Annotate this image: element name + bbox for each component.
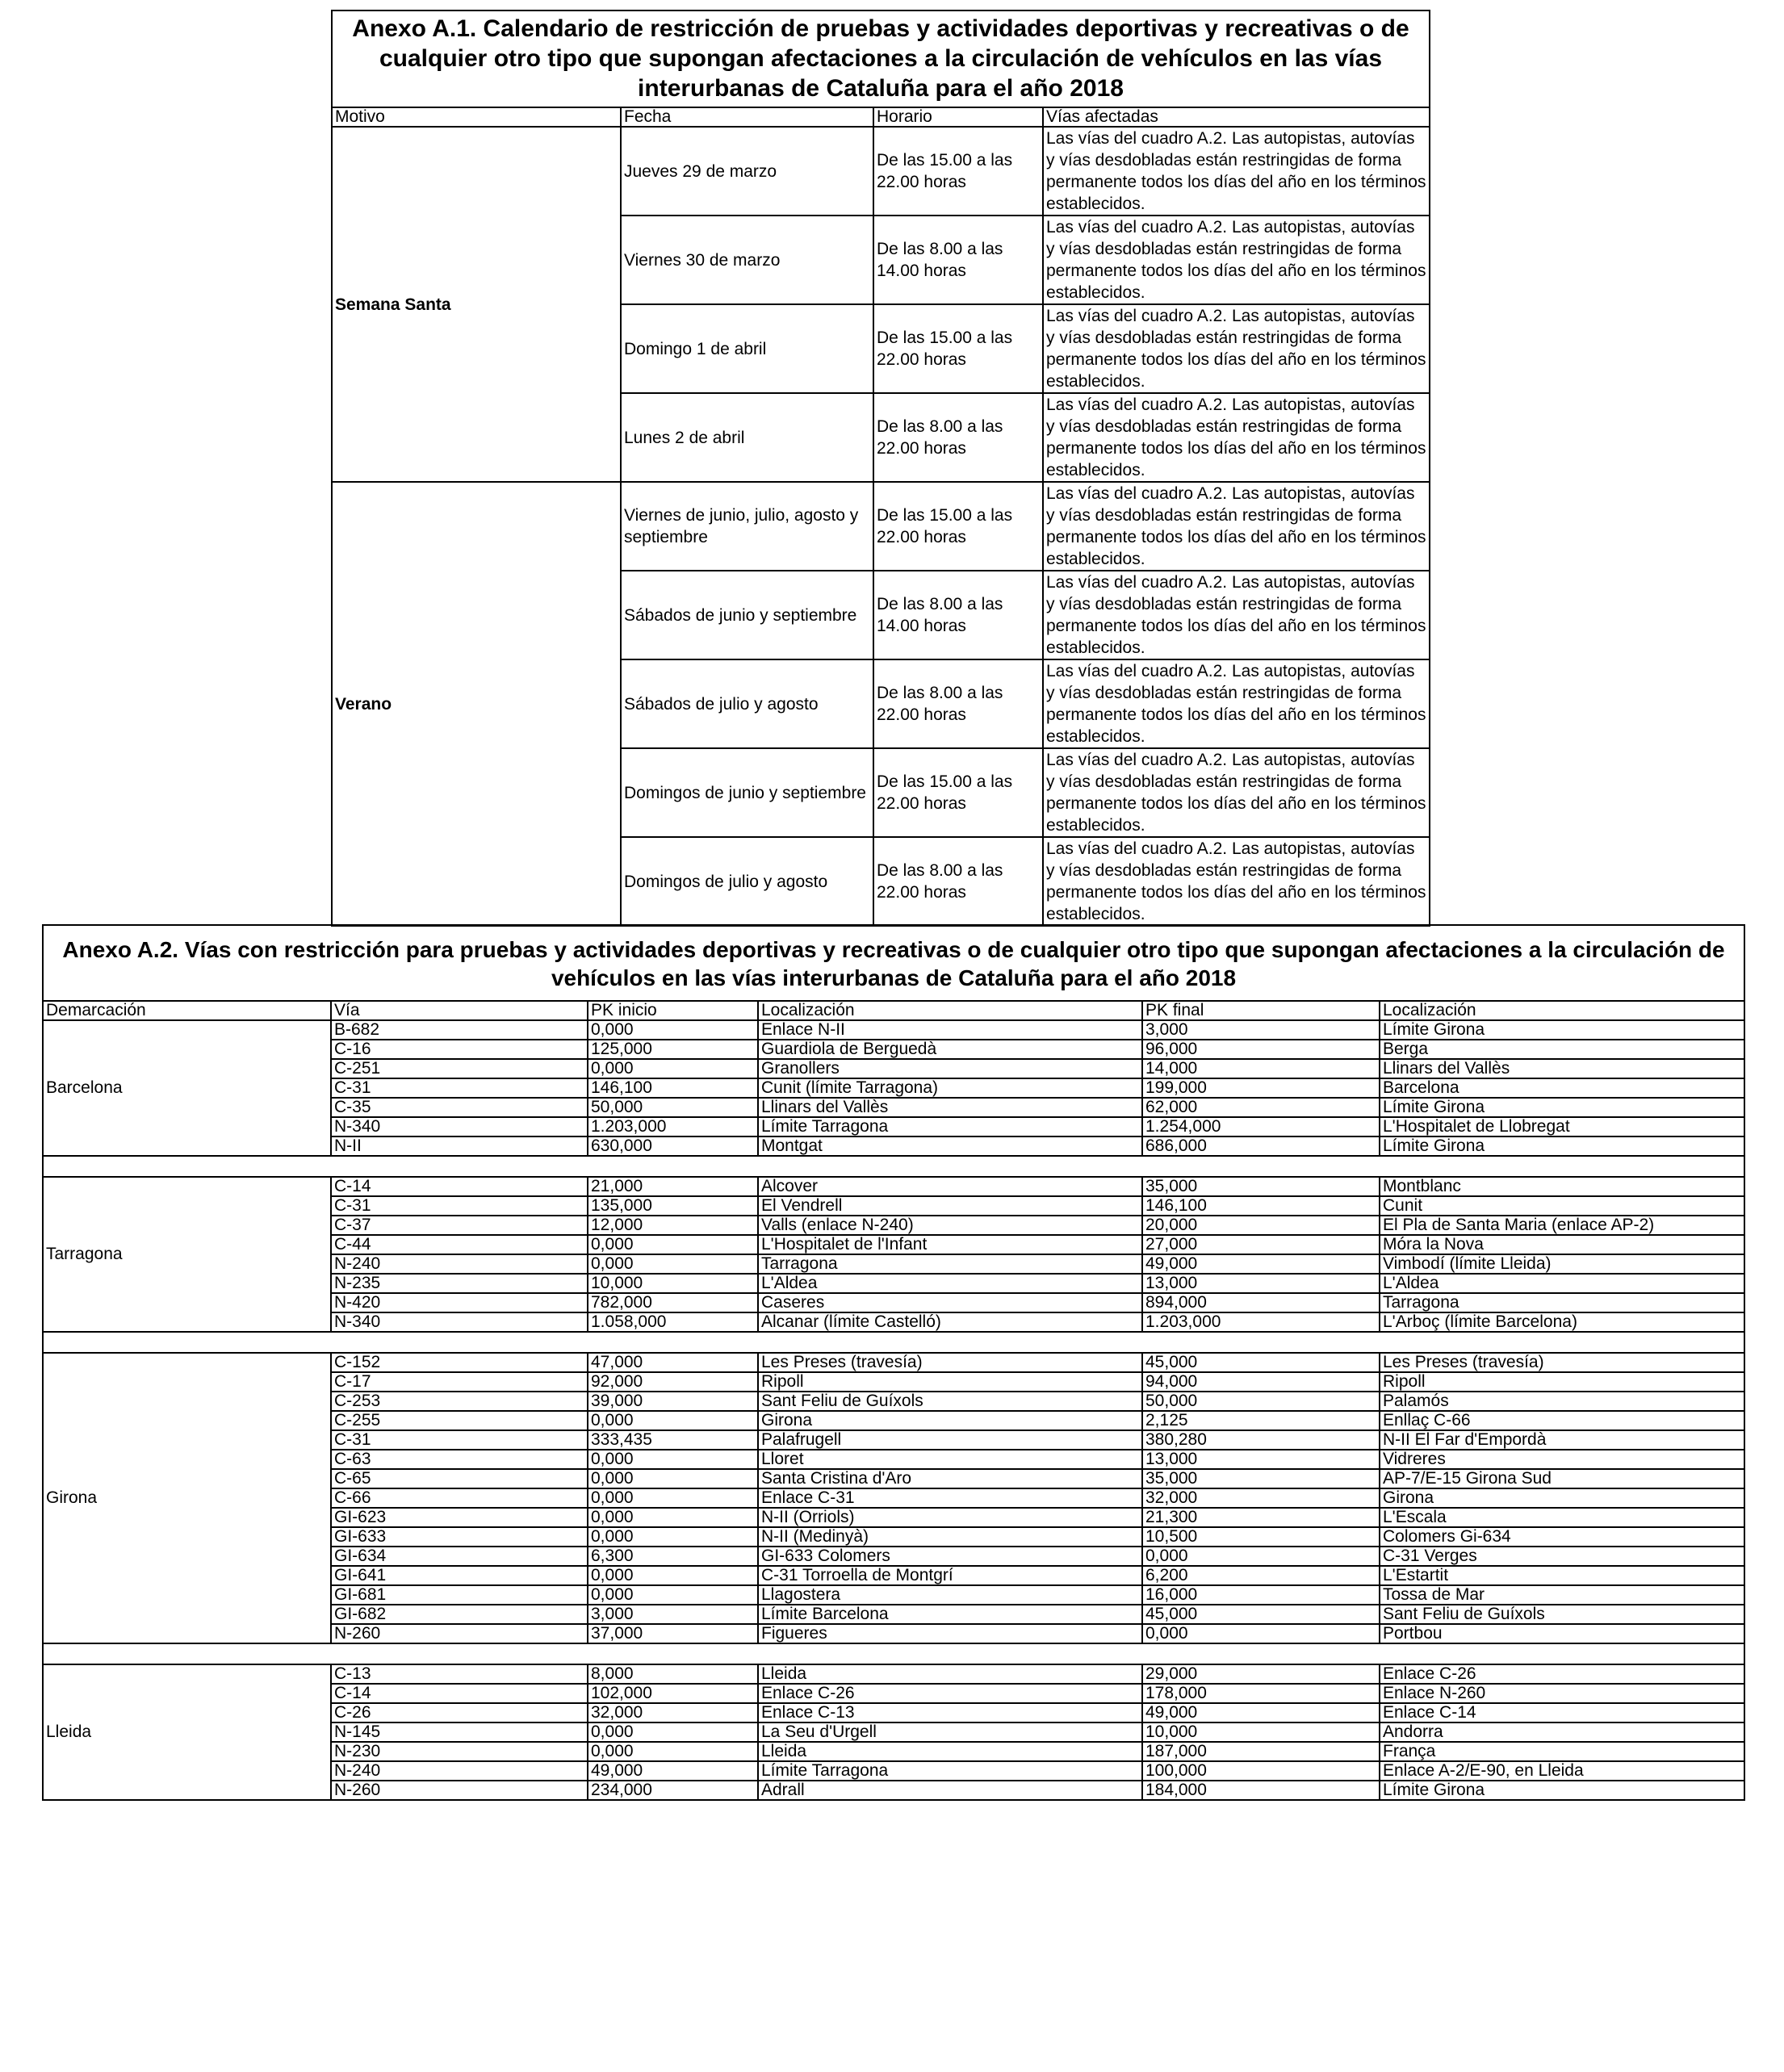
via-cell: N-260 — [331, 1781, 588, 1800]
vias-afectadas-cell: Las vías del cuadro A.2. Las autopistas, autovías y vías desdobladas están restringidas de forma permanente todos los días del año en los términos establecidos. — [1043, 837, 1430, 926]
localizacion-inicio-cell: Tarragona — [758, 1254, 1142, 1274]
pk-inicio-cell: 0,000 — [588, 1585, 758, 1605]
fecha-cell: Lunes 2 de abril — [621, 393, 873, 482]
pk-inicio-cell: 3,000 — [588, 1605, 758, 1624]
annex-a2-row — [43, 1353, 1744, 1372]
demarcacion-cell: Girona — [43, 1353, 331, 1643]
localizacion-final-cell: Límite Girona — [1380, 1781, 1744, 1800]
localizacion-final-cell: Llinars del Vallès — [1380, 1059, 1744, 1078]
pk-final-cell: 3,000 — [1142, 1020, 1380, 1040]
localizacion-inicio-cell: Enlace C-13 — [758, 1703, 1142, 1722]
pk-final-cell: 1.203,000 — [1142, 1312, 1380, 1332]
vias-afectadas-cell: Las vías del cuadro A.2. Las autopistas, autovías y vías desdobladas están restringidas de forma permanente todos los días del año en los términos establecidos. — [1043, 482, 1430, 571]
pk-inicio-cell: 21,000 — [588, 1177, 758, 1196]
header-motivo: Motivo — [332, 107, 621, 127]
pk-final-cell: 187,000 — [1142, 1742, 1380, 1761]
via-cell: N-340 — [331, 1312, 588, 1332]
group-separator-row — [43, 1332, 1744, 1353]
separator-cell — [43, 1332, 1744, 1353]
localizacion-final-cell: L'Arboç (límite Barcelona) — [1380, 1312, 1744, 1332]
via-cell: N-240 — [331, 1761, 588, 1781]
localizacion-inicio-cell: Límite Tarragona — [758, 1117, 1142, 1136]
localizacion-inicio-cell: L'Hospitalet de l'Infant — [758, 1235, 1142, 1254]
localizacion-final-cell: Enlace N-260 — [1380, 1684, 1744, 1703]
via-cell: N-260 — [331, 1624, 588, 1643]
pk-final-cell: 27,000 — [1142, 1235, 1380, 1254]
horario-cell: De las 8.00 a las 14.00 horas — [873, 571, 1043, 659]
pk-inicio-cell: 92,000 — [588, 1372, 758, 1392]
via-cell: GI-634 — [331, 1547, 588, 1566]
pk-final-cell: 21,300 — [1142, 1508, 1380, 1527]
vias-afectadas-cell: Las vías del cuadro A.2. Las autopistas, autovías y vías desdobladas están restringidas de forma permanente todos los días del año en los términos establecidos. — [1043, 659, 1430, 748]
pk-inicio-cell: 102,000 — [588, 1684, 758, 1703]
localizacion-final-cell: Les Preses (travesía) — [1380, 1353, 1744, 1372]
vias-afectadas-cell: Las vías del cuadro A.2. Las autopistas, autovías y vías desdobladas están restringidas de forma permanente todos los días del año en los términos establecidos. — [1043, 393, 1430, 482]
localizacion-inicio-cell: Valls (enlace N-240) — [758, 1216, 1142, 1235]
localizacion-final-cell: Límite Girona — [1380, 1136, 1744, 1156]
pk-inicio-cell: 0,000 — [588, 1508, 758, 1527]
header-horario: Horario — [873, 107, 1043, 127]
pk-inicio-cell: 50,000 — [588, 1098, 758, 1117]
localizacion-final-cell: Montblanc — [1380, 1177, 1744, 1196]
horario-cell: De las 15.00 a las 22.00 horas — [873, 748, 1043, 837]
pk-inicio-cell: 10,000 — [588, 1274, 758, 1293]
via-cell: C-31 — [331, 1078, 588, 1098]
group-separator-row — [43, 1156, 1744, 1177]
pk-final-cell: 49,000 — [1142, 1703, 1380, 1722]
horario-cell: De las 15.00 a las 22.00 horas — [873, 304, 1043, 393]
pk-final-cell: 13,000 — [1142, 1274, 1380, 1293]
localizacion-final-cell: Palamós — [1380, 1392, 1744, 1411]
localizacion-final-cell: Ripoll — [1380, 1372, 1744, 1392]
via-cell: C-65 — [331, 1469, 588, 1488]
localizacion-final-cell: Barcelona — [1380, 1078, 1744, 1098]
fecha-cell: Viernes de junio, julio, agosto y septiembre — [621, 482, 873, 571]
demarcacion-cell: Lleida — [43, 1664, 331, 1800]
header-fecha: Fecha — [621, 107, 873, 127]
localizacion-inicio-cell: Llagostera — [758, 1585, 1142, 1605]
header-vias-afectadas: Vías afectadas — [1043, 107, 1430, 127]
pk-inicio-cell: 630,000 — [588, 1136, 758, 1156]
annex-a2-row — [43, 1177, 1744, 1196]
localizacion-final-cell: Enlace A-2/E-90, en Lleida — [1380, 1761, 1744, 1781]
pk-inicio-cell: 32,000 — [588, 1703, 758, 1722]
localizacion-final-cell: Enlace C-26 — [1380, 1664, 1744, 1684]
via-cell: GI-623 — [331, 1508, 588, 1527]
pk-final-cell: 94,000 — [1142, 1372, 1380, 1392]
pk-final-cell: 0,000 — [1142, 1624, 1380, 1643]
annex-a2-header-row — [43, 1001, 1744, 1020]
localizacion-final-cell: L'Aldea — [1380, 1274, 1744, 1293]
localizacion-inicio-cell: La Seu d'Urgell — [758, 1722, 1142, 1742]
pk-final-cell: 32,000 — [1142, 1488, 1380, 1508]
pk-final-cell: 2,125 — [1142, 1411, 1380, 1430]
localizacion-final-cell: Tarragona — [1380, 1293, 1744, 1312]
annex-a2-table — [42, 924, 1745, 1801]
pk-inicio-cell: 146,100 — [588, 1078, 758, 1098]
pk-final-cell: 16,000 — [1142, 1585, 1380, 1605]
via-cell: GI-681 — [331, 1585, 588, 1605]
fecha-cell: Domingos de junio y septiembre — [621, 748, 873, 837]
pk-final-cell: 199,000 — [1142, 1078, 1380, 1098]
pk-final-cell: 35,000 — [1142, 1177, 1380, 1196]
localizacion-final-cell: França — [1380, 1742, 1744, 1761]
pk-final-cell: 178,000 — [1142, 1684, 1380, 1703]
group-separator-row — [43, 1643, 1744, 1664]
pk-inicio-cell: 0,000 — [588, 1059, 758, 1078]
pk-final-cell: 45,000 — [1142, 1353, 1380, 1372]
pk-final-cell: 29,000 — [1142, 1664, 1380, 1684]
via-cell: C-63 — [331, 1450, 588, 1469]
localizacion-inicio-cell: Les Preses (travesía) — [758, 1353, 1142, 1372]
via-cell: C-31 — [331, 1430, 588, 1450]
via-cell: N-II — [331, 1136, 588, 1156]
pk-final-cell: 10,500 — [1142, 1527, 1380, 1547]
localizacion-inicio-cell: Alcanar (límite Castelló) — [758, 1312, 1142, 1332]
localizacion-inicio-cell: Llinars del Vallès — [758, 1098, 1142, 1117]
localizacion-final-cell: Límite Girona — [1380, 1020, 1744, 1040]
demarcacion-cell: Barcelona — [43, 1020, 331, 1156]
pk-inicio-cell: 0,000 — [588, 1722, 758, 1742]
localizacion-inicio-cell: Guardiola de Berguedà — [758, 1040, 1142, 1059]
localizacion-inicio-cell: Lleida — [758, 1664, 1142, 1684]
localizacion-final-cell: Enllaç C-66 — [1380, 1411, 1744, 1430]
pk-final-cell: 380,280 — [1142, 1430, 1380, 1450]
separator-cell — [43, 1643, 1744, 1664]
pk-inicio-cell: 12,000 — [588, 1216, 758, 1235]
pk-inicio-cell: 0,000 — [588, 1742, 758, 1761]
pk-inicio-cell: 47,000 — [588, 1353, 758, 1372]
localizacion-final-cell: Móra la Nova — [1380, 1235, 1744, 1254]
fecha-cell: Sábados de julio y agosto — [621, 659, 873, 748]
header-localizacion-inicio: Localización — [758, 1001, 1142, 1020]
localizacion-inicio-cell: Santa Cristina d'Aro — [758, 1469, 1142, 1488]
pk-final-cell: 50,000 — [1142, 1392, 1380, 1411]
pk-final-cell: 62,000 — [1142, 1098, 1380, 1117]
localizacion-final-cell: Girona — [1380, 1488, 1744, 1508]
localizacion-inicio-cell: Alcover — [758, 1177, 1142, 1196]
via-cell: C-253 — [331, 1392, 588, 1411]
pk-inicio-cell: 49,000 — [588, 1761, 758, 1781]
annex-a2-title: Anexo A.2. Vías con restricción para pruebas y actividades deportivas y recreativas o de cualquier otro tipo que supongan afectaciones a la circulación de vehículos en las vías interurbanas de Cataluña para el año 2018 — [43, 925, 1744, 1001]
localizacion-inicio-cell: Palafrugell — [758, 1430, 1142, 1450]
annex-a2-row — [43, 1020, 1744, 1040]
pk-inicio-cell: 333,435 — [588, 1430, 758, 1450]
horario-cell: De las 8.00 a las 22.00 horas — [873, 393, 1043, 482]
motivo-cell: Verano — [332, 482, 621, 926]
localizacion-final-cell: N-II El Far d'Empordà — [1380, 1430, 1744, 1450]
via-cell: C-26 — [331, 1703, 588, 1722]
via-cell: N-420 — [331, 1293, 588, 1312]
localizacion-inicio-cell: Enlace C-26 — [758, 1684, 1142, 1703]
via-cell: C-44 — [331, 1235, 588, 1254]
localizacion-inicio-cell: Adrall — [758, 1781, 1142, 1800]
pk-final-cell: 686,000 — [1142, 1136, 1380, 1156]
pk-inicio-cell: 0,000 — [588, 1469, 758, 1488]
vias-afectadas-cell: Las vías del cuadro A.2. Las autopistas, autovías y vías desdobladas están restringidas de forma permanente todos los días del año en los términos establecidos. — [1043, 127, 1430, 216]
localizacion-final-cell: Sant Feliu de Guíxols — [1380, 1605, 1744, 1624]
pk-inicio-cell: 0,000 — [588, 1527, 758, 1547]
via-cell: C-16 — [331, 1040, 588, 1059]
via-cell: C-14 — [331, 1177, 588, 1196]
via-cell: N-240 — [331, 1254, 588, 1274]
via-cell: C-31 — [331, 1196, 588, 1216]
horario-cell: De las 8.00 a las 14.00 horas — [873, 216, 1043, 304]
pk-inicio-cell: 135,000 — [588, 1196, 758, 1216]
localizacion-inicio-cell: Enlace N-II — [758, 1020, 1142, 1040]
pk-final-cell: 14,000 — [1142, 1059, 1380, 1078]
localizacion-final-cell: L'Estartit — [1380, 1566, 1744, 1585]
pk-final-cell: 6,200 — [1142, 1566, 1380, 1585]
via-cell: N-230 — [331, 1742, 588, 1761]
localizacion-final-cell: Vidreres — [1380, 1450, 1744, 1469]
localizacion-final-cell: C-31 Verges — [1380, 1547, 1744, 1566]
localizacion-inicio-cell: L'Aldea — [758, 1274, 1142, 1293]
localizacion-inicio-cell: GI-633 Colomers — [758, 1547, 1142, 1566]
localizacion-final-cell: Enlace C-14 — [1380, 1703, 1744, 1722]
localizacion-inicio-cell: El Vendrell — [758, 1196, 1142, 1216]
localizacion-final-cell: Cunit — [1380, 1196, 1744, 1216]
vias-afectadas-cell: Las vías del cuadro A.2. Las autopistas, autovías y vías desdobladas están restringidas de forma permanente todos los días del año en los términos establecidos. — [1043, 571, 1430, 659]
via-cell: C-37 — [331, 1216, 588, 1235]
pk-final-cell: 49,000 — [1142, 1254, 1380, 1274]
localizacion-final-cell: Andorra — [1380, 1722, 1744, 1742]
horario-cell: De las 15.00 a las 22.00 horas — [873, 127, 1043, 216]
fecha-cell: Domingos de julio y agosto — [621, 837, 873, 926]
via-cell: C-255 — [331, 1411, 588, 1430]
via-cell: C-35 — [331, 1098, 588, 1117]
localizacion-inicio-cell: Girona — [758, 1411, 1142, 1430]
localizacion-final-cell: Vimbodí (límite Lleida) — [1380, 1254, 1744, 1274]
via-cell: GI-682 — [331, 1605, 588, 1624]
localizacion-final-cell: L'Escala — [1380, 1508, 1744, 1527]
via-cell: C-17 — [331, 1372, 588, 1392]
pk-inicio-cell: 39,000 — [588, 1392, 758, 1411]
annex-a1-row — [332, 482, 1430, 571]
pk-inicio-cell: 0,000 — [588, 1488, 758, 1508]
via-cell: N-340 — [331, 1117, 588, 1136]
via-cell: C-251 — [331, 1059, 588, 1078]
pk-inicio-cell: 37,000 — [588, 1624, 758, 1643]
via-cell: GI-641 — [331, 1566, 588, 1585]
pk-final-cell: 0,000 — [1142, 1547, 1380, 1566]
pk-inicio-cell: 234,000 — [588, 1781, 758, 1800]
motivo-cell: Semana Santa — [332, 127, 621, 482]
localizacion-final-cell: Tossa de Mar — [1380, 1585, 1744, 1605]
pk-inicio-cell: 8,000 — [588, 1664, 758, 1684]
localizacion-inicio-cell: Lleida — [758, 1742, 1142, 1761]
localizacion-final-cell: Límite Girona — [1380, 1098, 1744, 1117]
vias-afectadas-cell: Las vías del cuadro A.2. Las autopistas, autovías y vías desdobladas están restringidas de forma permanente todos los días del año en los términos establecidos. — [1043, 748, 1430, 837]
pk-inicio-cell: 1.058,000 — [588, 1312, 758, 1332]
localizacion-inicio-cell: Límite Tarragona — [758, 1761, 1142, 1781]
localizacion-inicio-cell: C-31 Torroella de Montgrí — [758, 1566, 1142, 1585]
annex-a2-row — [43, 1664, 1744, 1684]
localizacion-inicio-cell: Ripoll — [758, 1372, 1142, 1392]
pk-inicio-cell: 0,000 — [588, 1566, 758, 1585]
via-cell: B-682 — [331, 1020, 588, 1040]
pk-inicio-cell: 0,000 — [588, 1450, 758, 1469]
localizacion-inicio-cell: Límite Barcelona — [758, 1605, 1142, 1624]
localizacion-inicio-cell: Caseres — [758, 1293, 1142, 1312]
localizacion-inicio-cell: Enlace C-31 — [758, 1488, 1142, 1508]
pk-final-cell: 45,000 — [1142, 1605, 1380, 1624]
fecha-cell: Domingo 1 de abril — [621, 304, 873, 393]
header-pk-inicio: PK inicio — [588, 1001, 758, 1020]
pk-final-cell: 184,000 — [1142, 1781, 1380, 1800]
localizacion-inicio-cell: N-II (Orriols) — [758, 1508, 1142, 1527]
pk-inicio-cell: 1.203,000 — [588, 1117, 758, 1136]
pk-inicio-cell: 125,000 — [588, 1040, 758, 1059]
fecha-cell: Viernes 30 de marzo — [621, 216, 873, 304]
localizacion-final-cell: Berga — [1380, 1040, 1744, 1059]
localizacion-final-cell: El Pla de Santa Maria (enlace AP-2) — [1380, 1216, 1744, 1235]
localizacion-inicio-cell: Sant Feliu de Guíxols — [758, 1392, 1142, 1411]
horario-cell: De las 8.00 a las 22.00 horas — [873, 659, 1043, 748]
header-demarcacion: Demarcación — [43, 1001, 331, 1020]
header-localizacion-final: Localización — [1380, 1001, 1744, 1020]
vias-afectadas-cell: Las vías del cuadro A.2. Las autopistas, autovías y vías desdobladas están restringidas de forma permanente todos los días del año en los términos establecidos. — [1043, 216, 1430, 304]
pk-final-cell: 146,100 — [1142, 1196, 1380, 1216]
pk-final-cell: 35,000 — [1142, 1469, 1380, 1488]
via-cell: C-152 — [331, 1353, 588, 1372]
via-cell: C-14 — [331, 1684, 588, 1703]
annex-a1-table — [331, 10, 1430, 927]
pk-inicio-cell: 0,000 — [588, 1235, 758, 1254]
localizacion-inicio-cell: Figueres — [758, 1624, 1142, 1643]
via-cell: C-66 — [331, 1488, 588, 1508]
pk-final-cell: 1.254,000 — [1142, 1117, 1380, 1136]
localizacion-final-cell: AP-7/E-15 Girona Sud — [1380, 1469, 1744, 1488]
localizacion-final-cell: L'Hospitalet de Llobregat — [1380, 1117, 1744, 1136]
fecha-cell: Sábados de junio y septiembre — [621, 571, 873, 659]
localizacion-inicio-cell: Granollers — [758, 1059, 1142, 1078]
pk-final-cell: 96,000 — [1142, 1040, 1380, 1059]
header-pk-final: PK final — [1142, 1001, 1380, 1020]
pk-inicio-cell: 6,300 — [588, 1547, 758, 1566]
localizacion-inicio-cell: N-II (Medinyà) — [758, 1527, 1142, 1547]
pk-inicio-cell: 782,000 — [588, 1293, 758, 1312]
pk-final-cell: 894,000 — [1142, 1293, 1380, 1312]
via-cell: C-13 — [331, 1664, 588, 1684]
via-cell: N-235 — [331, 1274, 588, 1293]
pk-final-cell: 100,000 — [1142, 1761, 1380, 1781]
horario-cell: De las 8.00 a las 22.00 horas — [873, 837, 1043, 926]
vias-afectadas-cell: Las vías del cuadro A.2. Las autopistas, autovías y vías desdobladas están restringidas de forma permanente todos los días del año en los términos establecidos. — [1043, 304, 1430, 393]
separator-cell — [43, 1156, 1744, 1177]
via-cell: N-145 — [331, 1722, 588, 1742]
pk-inicio-cell: 0,000 — [588, 1254, 758, 1274]
localizacion-inicio-cell: Lloret — [758, 1450, 1142, 1469]
fecha-cell: Jueves 29 de marzo — [621, 127, 873, 216]
annex-a1-title: Anexo A.1. Calendario de restricción de pruebas y actividades deportivas y recreativas o de cualquier otro tipo que supongan afectaciones a la circulación de vehículos en las vías interurbanas de Cataluña para el año 2018 — [332, 10, 1430, 107]
pk-inicio-cell: 0,000 — [588, 1020, 758, 1040]
pk-final-cell: 10,000 — [1142, 1722, 1380, 1742]
localizacion-inicio-cell: Montgat — [758, 1136, 1142, 1156]
pk-final-cell: 13,000 — [1142, 1450, 1380, 1469]
annex-a1-row — [332, 127, 1430, 216]
demarcacion-cell: Tarragona — [43, 1177, 331, 1332]
pk-final-cell: 20,000 — [1142, 1216, 1380, 1235]
localizacion-inicio-cell: Cunit (límite Tarragona) — [758, 1078, 1142, 1098]
annex-a1-header-row — [332, 107, 1430, 127]
horario-cell: De las 15.00 a las 22.00 horas — [873, 482, 1043, 571]
via-cell: GI-633 — [331, 1527, 588, 1547]
pk-inicio-cell: 0,000 — [588, 1411, 758, 1430]
header-via: Vía — [331, 1001, 588, 1020]
localizacion-final-cell: Portbou — [1380, 1624, 1744, 1643]
localizacion-final-cell: Colomers Gi-634 — [1380, 1527, 1744, 1547]
